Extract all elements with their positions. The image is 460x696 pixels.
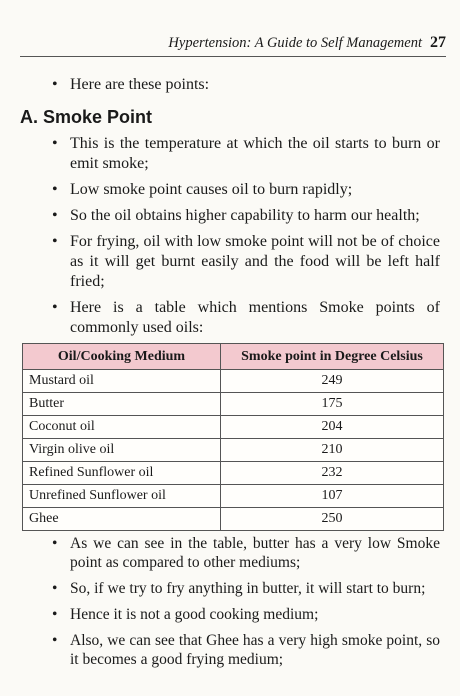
intro-list bbox=[48, 75, 440, 95]
smoke-point-cell: 249 bbox=[221, 370, 444, 393]
smoke-point-block bbox=[48, 134, 440, 344]
oil-name-cell: Butter bbox=[23, 393, 221, 416]
table-row bbox=[23, 462, 444, 485]
page-number: 27 bbox=[430, 34, 446, 51]
header-title: Hypertension: A Guide to Self Management bbox=[168, 35, 422, 51]
list-item: • For frying, oil with low smoke point will not be of choice as it will get burnt easily and the food will be left half fried; bbox=[48, 232, 440, 292]
table-row bbox=[23, 393, 444, 416]
oil-name-cell: Mustard oil bbox=[23, 370, 221, 393]
smoke-point-cell: 250 bbox=[221, 508, 444, 531]
list-item: • Hence it is not a good cooking medium; bbox=[48, 605, 440, 624]
smoke-point-cell: 204 bbox=[221, 416, 444, 439]
conclusion-block bbox=[48, 534, 440, 676]
oil-name-cell: Ghee bbox=[23, 508, 221, 531]
oil-name-cell: Unrefined Sunflower oil bbox=[23, 485, 221, 508]
oil-name-cell: Refined Sunflower oil bbox=[23, 462, 221, 485]
smoke-point-cell: 107 bbox=[221, 485, 444, 508]
smoke-point-cell: 175 bbox=[221, 393, 444, 416]
table-row bbox=[23, 439, 444, 462]
smoke-point-list bbox=[48, 134, 440, 338]
intro-block bbox=[48, 75, 440, 101]
conclusion-list bbox=[48, 534, 440, 669]
smoke-point-cell: 232 bbox=[221, 462, 444, 485]
list-item: • This is the temperature at which the oil starts to burn or emit smoke; bbox=[48, 134, 440, 174]
oil-name-cell: Coconut oil bbox=[23, 416, 221, 439]
table-row bbox=[23, 508, 444, 531]
smoke-point-cell: 210 bbox=[221, 439, 444, 462]
list-item: • Here is a table which mentions Smoke points of commonly used oils: bbox=[48, 298, 440, 338]
list-item: • Here are these points: bbox=[48, 75, 440, 95]
column-header-smoke-point: Smoke point in Degree Celsius bbox=[221, 344, 444, 370]
table-row bbox=[23, 370, 444, 393]
section-heading: A. Smoke Point bbox=[20, 107, 153, 127]
table-row bbox=[23, 416, 444, 439]
list-item: • So, if we try to fry anything in butter, it will start to burn; bbox=[48, 579, 440, 598]
smoke-point-table bbox=[22, 343, 444, 531]
list-item: • Also, we can see that Ghee has a very high smoke point, so it becomes a good frying medium; bbox=[48, 631, 440, 669]
list-item: • As we can see in the table, butter has a very low Smoke point as compared to other mediums; bbox=[48, 534, 440, 572]
list-item: • Low smoke point causes oil to burn rapidly; bbox=[48, 180, 440, 200]
oil-name-cell: Virgin olive oil bbox=[23, 439, 221, 462]
column-header-oil: Oil/Cooking Medium bbox=[23, 344, 221, 370]
table-row bbox=[23, 485, 444, 508]
list-item: • So the oil obtains higher capability to harm our health; bbox=[48, 206, 440, 226]
table-header-row bbox=[23, 344, 444, 370]
running-header bbox=[20, 34, 446, 57]
